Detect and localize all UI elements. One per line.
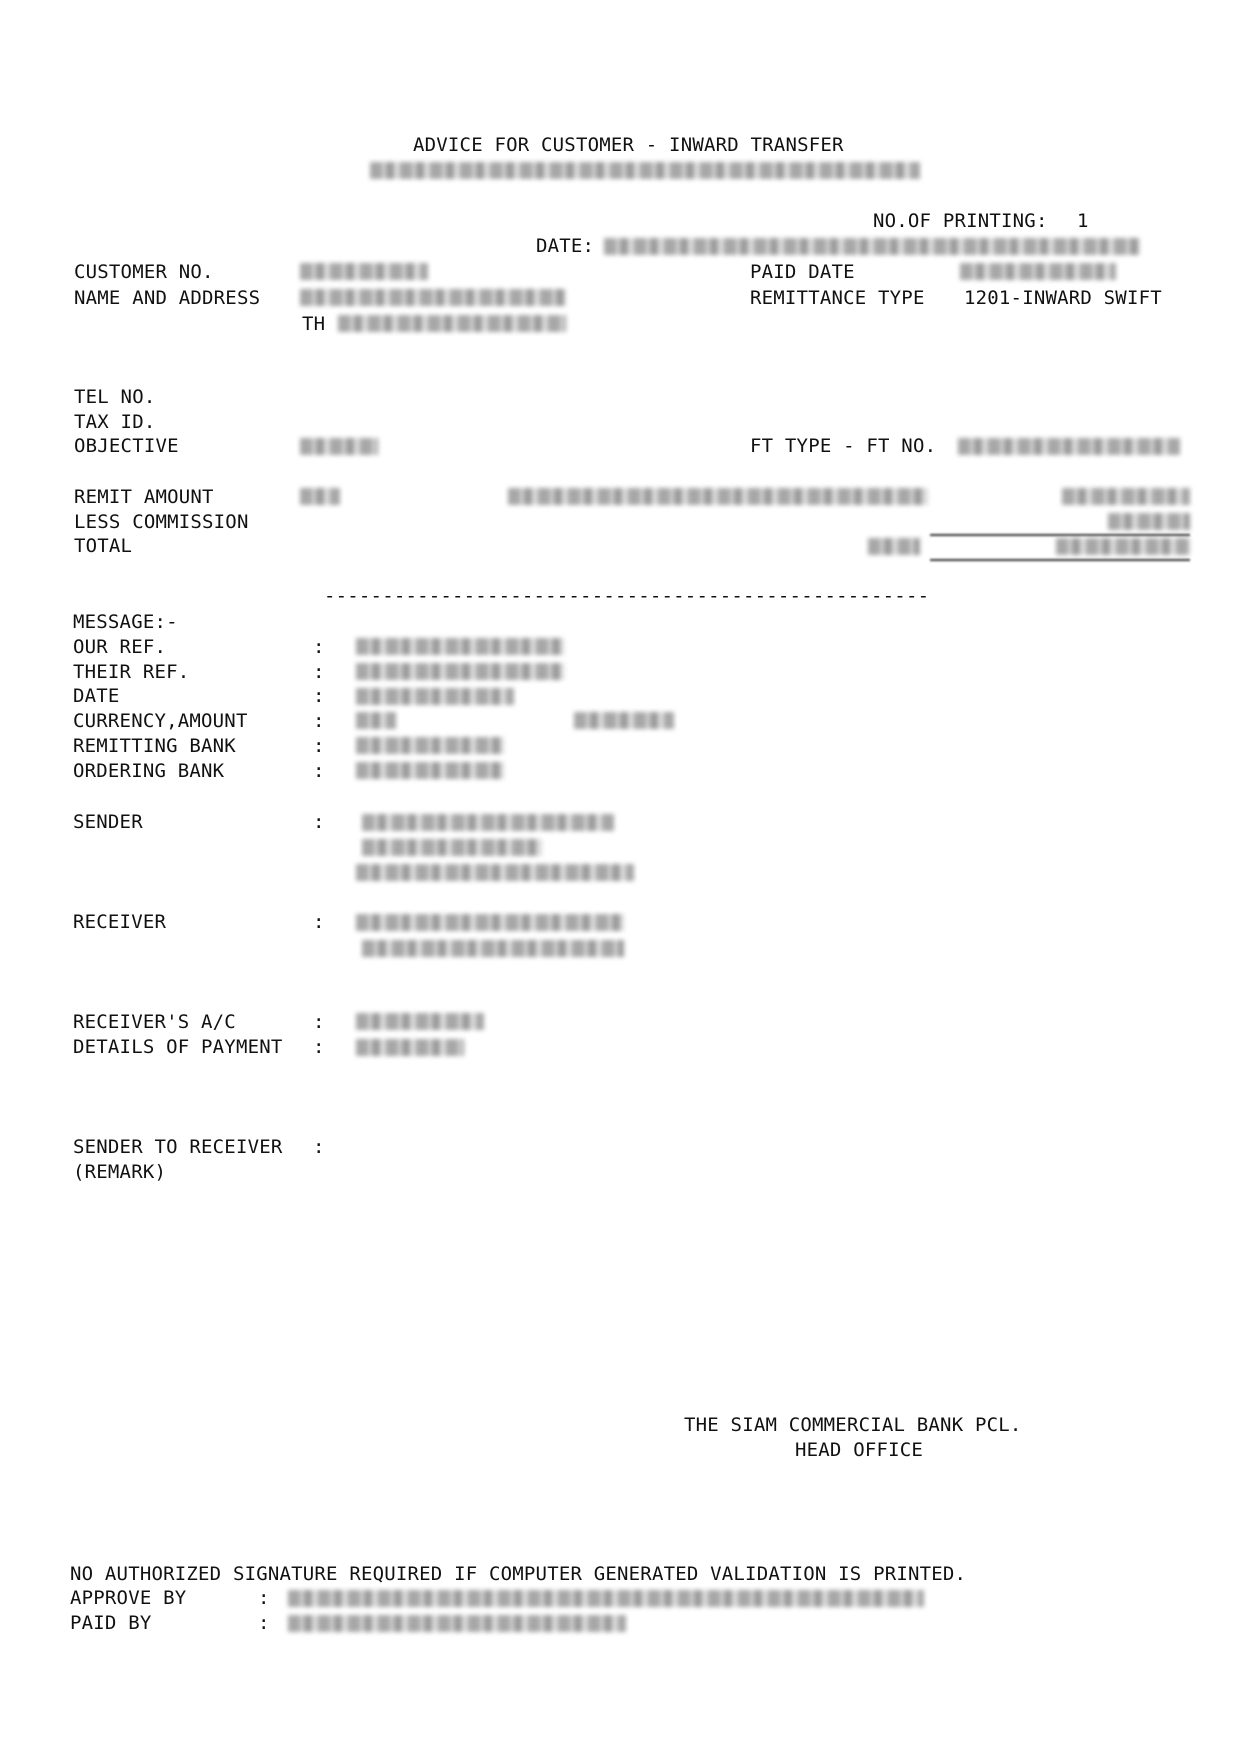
redacted-total-currency xyxy=(868,538,920,555)
receiver-label: RECEIVER xyxy=(73,911,167,933)
redacted-receiver-account xyxy=(356,1013,484,1030)
details-of-payment-colon: : xyxy=(313,1036,325,1058)
receiver-account-label: RECEIVER'S A/C xyxy=(73,1011,236,1033)
redacted-address xyxy=(338,315,566,332)
printing-count-value: 1 xyxy=(1077,210,1089,232)
message-date-label: DATE xyxy=(73,685,120,707)
their-ref-label: THEIR REF. xyxy=(73,661,190,683)
redacted-total xyxy=(1056,538,1190,555)
customer-no-label: CUSTOMER NO. xyxy=(74,261,214,283)
ordering-bank-label: ORDERING BANK xyxy=(73,760,225,782)
ft-type-label: FT TYPE - FT NO. xyxy=(750,435,937,457)
our-ref-colon: : xyxy=(313,636,325,658)
paid-by-label: PAID BY xyxy=(70,1612,152,1634)
signature-notice: NO AUTHORIZED SIGNATURE REQUIRED IF COMPUTER GENERATED VALIDATION IS PRINTED. xyxy=(70,1563,967,1585)
redacted-our-ref xyxy=(356,638,564,655)
redacted-objective xyxy=(300,438,378,455)
remitting-bank-colon: : xyxy=(313,735,325,757)
ordering-bank-colon: : xyxy=(313,760,325,782)
redacted-details-of-payment xyxy=(356,1039,464,1056)
redacted-date xyxy=(604,238,1140,255)
message-date-colon: : xyxy=(313,685,325,707)
total-underline xyxy=(930,534,1190,536)
remittance-type-value: 1201-INWARD SWIFT xyxy=(964,287,1162,309)
approve-by-label: APPROVE BY xyxy=(70,1587,187,1609)
redacted-customer-no xyxy=(300,263,428,280)
redacted-amount xyxy=(574,712,674,729)
receiver-account-colon: : xyxy=(313,1011,325,1033)
sender-label: SENDER xyxy=(73,811,143,833)
sender-colon: : xyxy=(313,811,325,833)
remark-label: (REMARK) xyxy=(73,1161,167,1183)
paid-date-label: PAID DATE xyxy=(750,261,855,283)
tax-id-label: TAX ID. xyxy=(74,411,156,433)
bank-branch: HEAD OFFICE xyxy=(795,1439,924,1461)
objective-label: OBJECTIVE xyxy=(74,435,179,457)
our-ref-label: OUR REF. xyxy=(73,636,167,658)
redacted-receiver-line-2 xyxy=(362,940,624,957)
redacted-remit-currency xyxy=(300,488,340,505)
redacted-sender-line-2 xyxy=(362,839,542,856)
redacted-their-ref xyxy=(356,663,564,680)
redacted-ft-no xyxy=(958,438,1180,455)
approve-by-colon: : xyxy=(258,1587,270,1609)
redacted-paid-date xyxy=(960,263,1116,280)
date-label: DATE: xyxy=(536,235,595,257)
sender-to-receiver-label: SENDER TO RECEIVER xyxy=(73,1136,283,1158)
redacted-commission xyxy=(1108,513,1190,530)
sender-to-receiver-colon: : xyxy=(313,1136,325,1158)
redacted-sender-line-1 xyxy=(362,814,614,831)
paid-by-colon: : xyxy=(258,1612,270,1634)
tel-label: TEL NO. xyxy=(74,386,156,408)
redacted-name xyxy=(300,289,566,306)
redacted-receiver-line-1 xyxy=(356,914,624,931)
commission-label: LESS COMMISSION xyxy=(74,511,249,533)
name-address-label: NAME AND ADDRESS xyxy=(74,287,261,309)
section-separator: ---------------------------------------------------- xyxy=(324,585,930,607)
details-of-payment-label: DETAILS OF PAYMENT xyxy=(73,1036,283,1058)
bank-name: THE SIAM COMMERCIAL BANK PCL. xyxy=(684,1414,1022,1436)
remit-amount-label: REMIT AMOUNT xyxy=(74,486,214,508)
remitting-bank-label: REMITTING BANK xyxy=(73,735,236,757)
country-code: TH xyxy=(302,313,326,335)
total-label: TOTAL xyxy=(74,535,133,557)
document-title: ADVICE FOR CUSTOMER - INWARD TRANSFER xyxy=(413,134,844,156)
redacted-message-date xyxy=(356,688,514,705)
redacted-sender-line-3 xyxy=(356,864,634,881)
currency-amount-colon: : xyxy=(313,710,325,732)
redacted-remit-amount xyxy=(1062,488,1190,505)
redacted-approver xyxy=(288,1590,924,1607)
their-ref-colon: : xyxy=(313,661,325,683)
redacted-ordering-bank xyxy=(356,762,504,779)
receiver-colon: : xyxy=(313,911,325,933)
remittance-type-label: REMITTANCE TYPE xyxy=(750,287,925,309)
redacted-remit-rate xyxy=(508,488,928,505)
redacted-currency xyxy=(356,712,396,729)
redacted-remitting-bank xyxy=(356,737,504,754)
redacted-subtitle xyxy=(370,162,920,179)
printing-count-label: NO.OF PRINTING: xyxy=(873,210,1048,232)
message-heading: MESSAGE:- xyxy=(73,611,178,633)
redacted-paid-by xyxy=(288,1615,626,1632)
currency-amount-label: CURRENCY,AMOUNT xyxy=(73,710,248,732)
total-double-underline xyxy=(930,559,1190,561)
